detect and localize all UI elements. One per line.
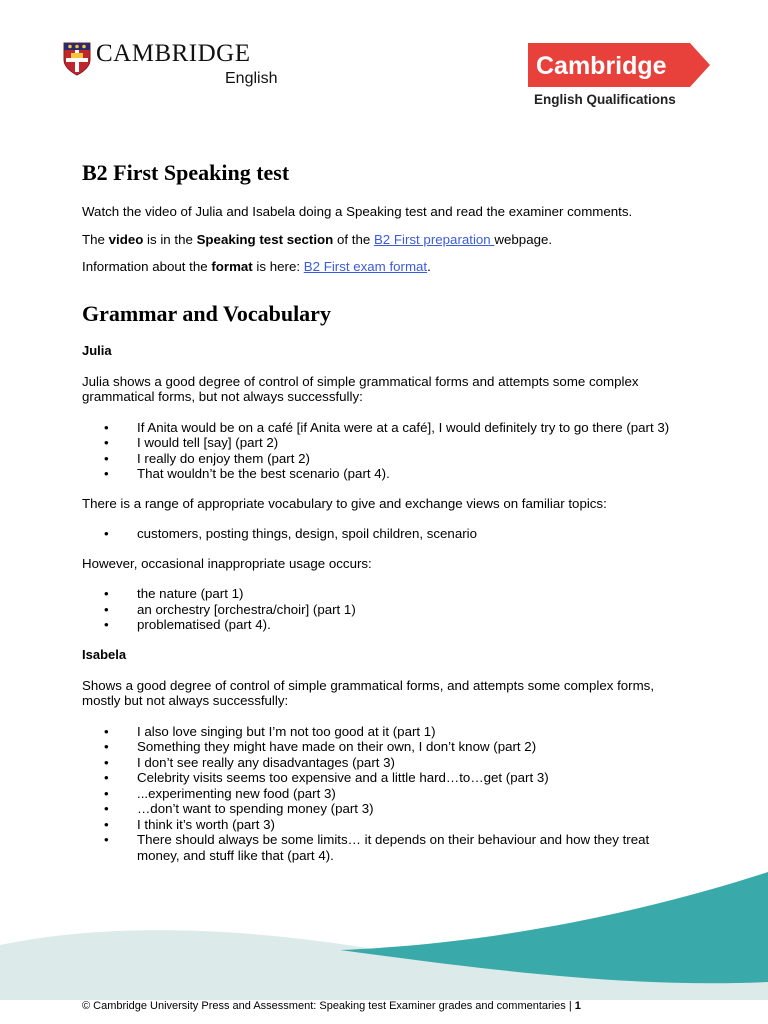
list-item xyxy=(82,466,692,482)
list-item-text: I really do enjoy them (part 2) xyxy=(137,450,310,466)
bullet-icon: • xyxy=(104,617,109,632)
list-item xyxy=(82,739,692,755)
list-item-text: That wouldn’t be the best scenario (part 4). xyxy=(137,466,390,481)
list-item-text: Celebrity visits seems too expensive and a little hard…to…get (part 3) xyxy=(137,770,549,785)
intro-line-2-text-2: is in the xyxy=(143,231,197,247)
list-item xyxy=(82,420,692,436)
video-bold: video xyxy=(108,231,144,247)
bullet-icon: • xyxy=(104,770,109,785)
bullet-icon: • xyxy=(104,466,109,481)
list-item-text: If Anita would be on a café [if Anita were at a café], I would definitely try to go there (part 3) xyxy=(137,419,670,435)
list-item-text: I would tell [say] (part 2) xyxy=(137,435,279,450)
julia-label: Julia xyxy=(82,342,112,358)
cambridge-english-logo xyxy=(63,40,278,90)
footer-text: © Cambridge University Press and Assessment: Speaking test Examiner grades and commentaries | xyxy=(82,1000,575,1012)
list-item-text: ...experimenting new food (part 3) xyxy=(137,785,336,801)
qualifications-badge xyxy=(528,43,710,87)
isabela-label: Isabela xyxy=(82,646,127,662)
list-item xyxy=(82,724,692,740)
list-item xyxy=(82,755,692,771)
cambridge-crest-icon xyxy=(63,42,91,76)
intro-line-2-text-1: The xyxy=(82,231,109,247)
bullet-icon: • xyxy=(104,435,109,450)
list-item xyxy=(82,435,692,451)
section-heading: Grammar and Vocabulary xyxy=(82,300,331,326)
isabela-intro: Shows a good degree of control of simple grammatical forms, and attempts some complex forms, mostly but not always successfully: xyxy=(82,677,655,708)
list-item xyxy=(82,817,692,833)
list-item-text: There should always be some limits… it depends on their behaviour and how they treat money, and stuff like that (part 4). xyxy=(137,832,650,863)
list-item xyxy=(82,617,692,633)
b2-first-preparation-link[interactable]: B2 First preparation xyxy=(373,231,495,247)
intro-line-3 xyxy=(82,259,692,275)
intro-line-2 xyxy=(82,232,692,248)
julia-intro: Julia shows a good degree of control of simple grammatical forms and attempts some complex grammatical forms, but not always successfully: xyxy=(82,373,639,404)
julia-misuse-list xyxy=(82,586,692,633)
bullet-icon: • xyxy=(104,723,109,739)
list-item xyxy=(82,586,692,602)
english-qualifications-logo xyxy=(528,43,710,113)
list-item xyxy=(82,801,692,817)
format-bold: format xyxy=(211,259,253,274)
bullet-icon: • xyxy=(104,450,109,466)
footer-wave-decoration xyxy=(0,860,768,1000)
list-item xyxy=(82,786,692,802)
qualifications-badge-label: Cambridge xyxy=(536,52,667,80)
bullet-icon: • xyxy=(104,816,109,832)
list-item-text: Something they might have made on their own, I don’t know (part 2) xyxy=(137,739,537,754)
intro-line-2-text-4: webpage. xyxy=(494,231,553,247)
list-item xyxy=(82,832,692,863)
bullet-icon: • xyxy=(104,586,109,601)
intro-line-3-text-3: . xyxy=(427,259,431,274)
list-item xyxy=(82,770,692,786)
intro-line-3-text-2: is here: xyxy=(252,259,304,274)
bullet-icon: • xyxy=(104,739,109,754)
page-title: B2 First Speaking test xyxy=(82,160,290,185)
page-number: 1 xyxy=(574,1000,581,1012)
julia-examples-list xyxy=(82,420,692,482)
bullet-icon: • xyxy=(104,754,109,770)
list-item-text: the nature (part 1) xyxy=(137,586,244,601)
bullet-icon: • xyxy=(104,801,109,816)
intro-line-1: Watch the video of Julia and Isabela doing a Speaking test and read the examiner comments. xyxy=(82,204,633,219)
qualifications-subtitle: English Qualifications xyxy=(534,92,676,107)
list-item xyxy=(82,526,692,542)
bullet-icon: • xyxy=(104,832,109,847)
julia-misuse-intro: However, occasional inappropriate usage occurs: xyxy=(82,555,372,571)
document-content xyxy=(82,160,692,877)
speaking-test-section-bold: Speaking test section xyxy=(196,231,334,247)
list-item-text: I don’t see really any disadvantages (part 3) xyxy=(137,754,395,770)
logo-left-subtitle: English xyxy=(225,70,278,87)
list-item-text: …don’t want to spending money (part 3) xyxy=(137,801,374,816)
logo-left-name: CAMBRIDGE xyxy=(96,40,251,67)
isabela-examples-list xyxy=(82,724,692,864)
intro-line-2-text-3: of the xyxy=(333,231,374,247)
page-footer xyxy=(82,1000,722,1012)
bullet-icon: • xyxy=(104,526,109,541)
intro-line-3-text-1: Information about the xyxy=(82,259,212,274)
list-item-text: an orchestry [orchestra/choir] (part 1) xyxy=(137,601,356,617)
julia-vocab-list xyxy=(82,526,692,542)
julia-vocab-intro: There is a range of appropriate vocabulary to give and exchange views on familiar topics: xyxy=(82,495,607,511)
list-item xyxy=(82,451,692,467)
bullet-icon: • xyxy=(104,601,109,617)
bullet-icon: • xyxy=(104,419,109,435)
bullet-icon: • xyxy=(104,785,109,801)
list-item-text: I also love singing but I’m not too good at it (part 1) xyxy=(137,723,436,739)
list-item-text: problematised (part 4). xyxy=(137,617,271,632)
list-item xyxy=(82,602,692,618)
list-item-text: I think it’s worth (part 3) xyxy=(137,816,275,832)
b2-first-exam-format-link[interactable]: B2 First exam format xyxy=(303,259,428,274)
list-item-text: customers, posting things, design, spoil children, scenario xyxy=(137,526,477,541)
